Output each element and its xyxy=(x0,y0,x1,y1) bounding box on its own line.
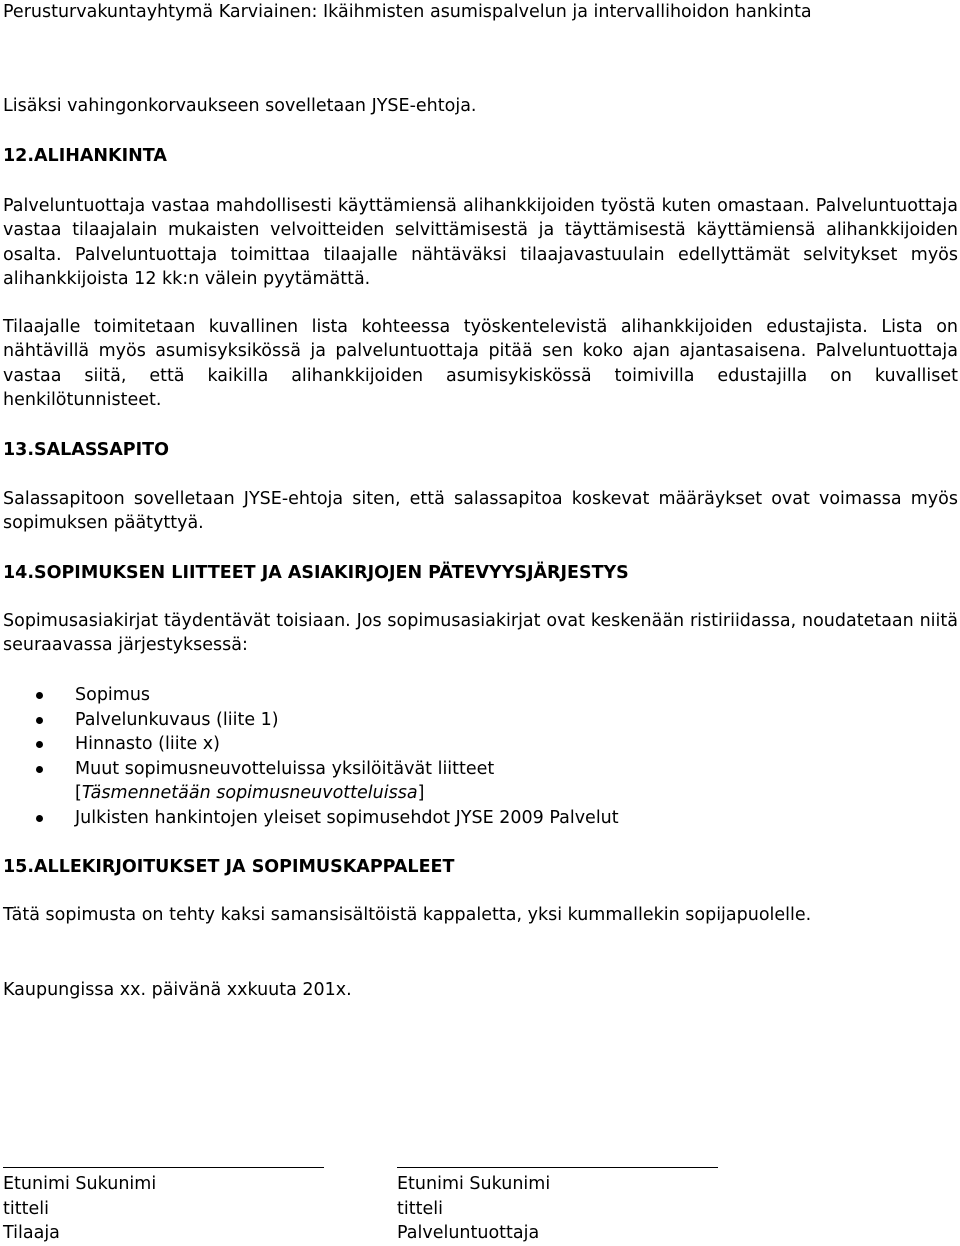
bullet-icon xyxy=(36,717,43,724)
section-12-paragraph-2: Tilaajalle toimitetaan kuvallinen lista kohteessa työskentelevistä alihankkijoiden edustajista. Lista on nähtävillä myös asumisyksikössä ja palveluntuottaja pitää sen koko ajan ajantasaisena. Palveluntuottaja vastaa siitä, että kaikilla alihankkijoiden asumisykiskössä toimivilla edustajilla on kuvalliset henkilötunnisteet. xyxy=(3,317,958,410)
list-item: Julkisten hankintojen yleiset sopimusehdot JYSE 2009 Palvelut xyxy=(3,806,958,831)
bullet-icon xyxy=(36,766,43,773)
signature-line-left xyxy=(3,1167,324,1168)
signatory-name: Etunimi Sukunimi xyxy=(397,1174,551,1194)
signatory-title: titteli xyxy=(397,1198,443,1219)
signature-block-right xyxy=(397,1172,550,1246)
list-item: Sopimus xyxy=(3,683,958,708)
jyse-damages-line: Lisäksi vahingonkorvaukseen sovelletaan JYSE-ehtoja. xyxy=(3,96,477,116)
document-header-title: Perusturvakuntayhtymä Karviainen: Ikäihmisten asumispalvelun ja intervallihoidon hankinta xyxy=(3,2,812,22)
section-12-paragraph-1: Palveluntuottaja vastaa mahdollisesti käyttämiensä alihankkijoiden työstä kuten omastaan. Palveluntuottaja vastaa tilaajalain mukaisten velvoitteiden selvittämisestä ja täyttämisestä käyttämiensä alihankkijoiden osalta. Palveluntuottaja toimittaa tilaajalle nähtäväksi tilaajavastuulain edellyttämät selvitykset myös alihankkijoista 12 kk:n välein pyytämättä. xyxy=(3,196,958,289)
signatory-title: titteli xyxy=(3,1198,49,1219)
section-13-heading: 13.SALASSAPITO xyxy=(3,440,169,460)
signature-block-left xyxy=(3,1172,156,1246)
bullet-icon xyxy=(36,741,43,748)
bullet-icon xyxy=(36,815,43,822)
list-item-note: [Täsmennetään sopimusneuvotteluissa] xyxy=(75,783,425,804)
bullet-icon xyxy=(36,692,43,699)
section-15-heading: 15.ALLEKIRJOITUKSET JA SOPIMUSKAPPALEET xyxy=(3,857,455,877)
signatory-party: Tilaaja xyxy=(3,1223,60,1244)
list-item: Hinnasto (liite x) xyxy=(3,732,958,757)
document-order-list xyxy=(3,683,958,831)
signatory-name: Etunimi Sukunimi xyxy=(3,1174,157,1194)
list-item: Muut sopimusneuvotteluissa yksilöitävät liitteet [Täsmennetään sopimusneuvotteluissa] xyxy=(3,757,958,806)
signature-line-right xyxy=(397,1167,718,1168)
list-item: Palvelunkuvaus (liite 1) xyxy=(3,708,958,733)
section-14-heading: 14.SOPIMUKSEN LIITTEET JA ASIAKIRJOJEN PÄTEVYYSJÄRJESTYS xyxy=(3,563,629,583)
section-15-paragraph: Tätä sopimusta on tehty kaksi samansisältöistä kappaletta, yksi kummallekin sopijapuolelle. xyxy=(3,905,812,925)
section-13-paragraph: Salassapitoon sovelletaan JYSE-ehtoja siten, että salassapitoa koskevat määräykset ovat voimassa myös sopimuksen päätyttyä. xyxy=(3,489,958,534)
signatory-party: Palveluntuottaja xyxy=(397,1223,540,1244)
section-14-paragraph: Sopimusasiakirjat täydentävät toisiaan. Jos sopimusasiakirjat ovat keskenään ristiriidassa, noudatetaan niitä seuraavassa järjestyksessä: xyxy=(3,611,958,656)
place-and-date: Kaupungissa xx. päivänä xxkuuta 201x. xyxy=(3,980,352,1000)
section-12-heading: 12.ALIHANKINTA xyxy=(3,146,167,166)
